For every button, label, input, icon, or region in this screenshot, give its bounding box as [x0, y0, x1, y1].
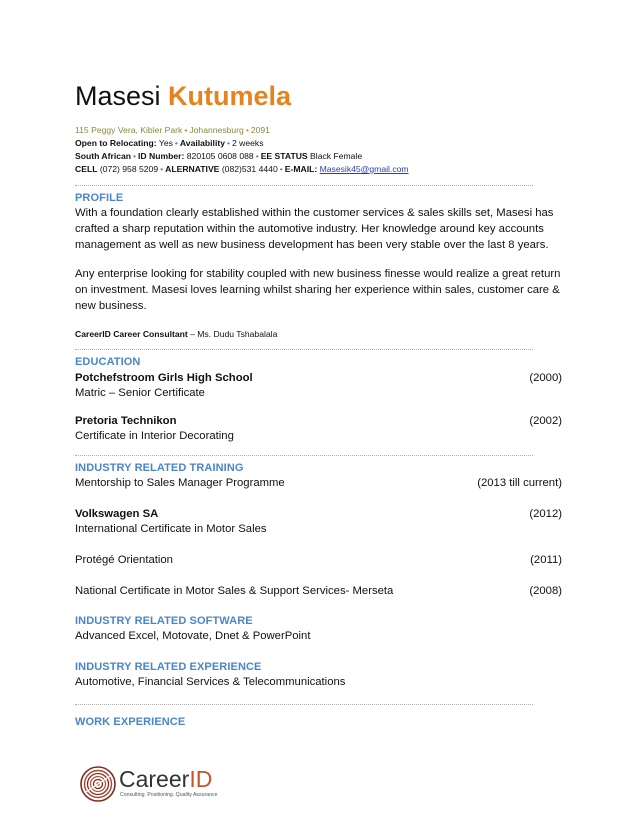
- address-line: [75, 124, 270, 136]
- nationality: South African: [75, 151, 132, 161]
- separator-dot: •: [160, 164, 164, 174]
- ee-value: Black Female: [310, 151, 363, 161]
- education-detail: Matric – Senior Certificate: [75, 387, 205, 399]
- alt-value: (082)531 4440: [221, 164, 278, 174]
- consultant-value: – Ms. Dudu Tshabalala: [190, 329, 278, 339]
- education-detail: Certificate in Interior Decorating: [75, 430, 234, 442]
- last-name: Kutumela: [168, 81, 292, 111]
- identity-line: [75, 150, 362, 162]
- separator-dot: •: [226, 138, 230, 148]
- profile-heading: PROFILE: [75, 192, 124, 204]
- school-year: (2002): [529, 415, 562, 427]
- training-heading: INDUSTRY RELATED TRAINING: [75, 462, 244, 474]
- software-heading: INDUSTRY RELATED SOFTWARE: [75, 615, 253, 627]
- id-value: 820105 0608 088: [186, 151, 254, 161]
- work-heading: WORK EXPERIENCE: [75, 716, 186, 728]
- divider: [75, 455, 533, 456]
- relocation-line: [75, 137, 264, 149]
- address-city: Johannesburg: [189, 125, 244, 135]
- availability-label: Availability: [179, 138, 225, 148]
- school-name: Potchefstroom Girls High School: [75, 372, 253, 384]
- training-title: Volkswagen SA: [75, 508, 159, 520]
- education-heading: EDUCATION: [75, 356, 141, 368]
- logo-tagline: Consulting. Positioning. Quality Assurance: [120, 792, 218, 798]
- experience-heading: INDUSTRY RELATED EXPERIENCE: [75, 661, 262, 673]
- experience-text: Automotive, Financial Services & Telecommunications: [75, 676, 346, 688]
- careerid-logo: [80, 766, 240, 804]
- logo-main: Career: [119, 766, 190, 792]
- separator-dot: •: [245, 125, 249, 135]
- education-school: [75, 371, 562, 386]
- email-link[interactable]: Masesik45@gmail.com: [319, 164, 409, 174]
- software-text: Advanced Excel, Motovate, Dnet & PowerPoint: [75, 630, 311, 642]
- training-year: (2013 till current): [477, 477, 562, 489]
- training-year: (2011): [530, 554, 562, 566]
- divider: [75, 704, 533, 705]
- training-item: [75, 553, 562, 568]
- profile-paragraph-1: With a foundation clearly established within the customer services & sales skills set, Masesi has crafted a sharp reputation within the automotive industry. Her knowledge around key accounts management as well as new business development has been very stable over the last 8 years.: [75, 207, 554, 251]
- alt-label: ALERNATIVE: [165, 164, 220, 174]
- candidate-name: [75, 80, 291, 112]
- separator-dot: •: [133, 151, 137, 161]
- phone-line: [75, 163, 409, 175]
- training-year: (2012): [529, 508, 562, 520]
- fingerprint-icon: [80, 766, 116, 802]
- logo-accent: ID: [189, 766, 213, 792]
- training-title: National Certificate in Motor Sales & Support Services- Merseta: [75, 585, 394, 597]
- profile-paragraph-2: Any enterprise looking for stability coupled with new business finesse would realize a great return on investment. Masesi loves learning whilst sharing her experience within sales, customer care & new business.: [75, 268, 561, 312]
- separator-dot: •: [255, 151, 259, 161]
- education-school: [75, 414, 562, 429]
- availability-value: 2 weeks: [232, 138, 264, 148]
- address-street: 115 Peggy Vera, Kibler Park: [75, 125, 183, 135]
- email-label: E-MAIL:: [284, 164, 318, 174]
- training-detail: International Certificate in Motor Sales: [75, 523, 267, 535]
- school-year: (2000): [529, 372, 562, 384]
- training-title: Mentorship to Sales Manager Programme: [75, 477, 285, 489]
- cell-value: (072) 958 5209: [99, 164, 159, 174]
- separator-dot: •: [279, 164, 283, 174]
- training-item: [75, 584, 562, 599]
- ee-label: EE STATUS: [260, 151, 308, 161]
- relocating-label: Open to Relocating:: [75, 138, 157, 148]
- training-title: Protégé Orientation: [75, 554, 173, 566]
- cell-label: CELL: [75, 164, 98, 174]
- first-name: Masesi: [75, 81, 161, 111]
- logo-wordmark: [119, 766, 212, 792]
- address-postal: 2091: [250, 125, 270, 135]
- school-name: Pretoria Technikon: [75, 415, 177, 427]
- consultant-line: [75, 328, 277, 340]
- divider: [75, 349, 533, 350]
- divider: [75, 185, 533, 186]
- separator-dot: •: [184, 125, 188, 135]
- relocating-value: Yes: [158, 138, 173, 148]
- training-item: [75, 476, 562, 491]
- id-label: ID Number:: [138, 151, 185, 161]
- training-year: (2008): [529, 585, 562, 597]
- separator-dot: •: [174, 138, 178, 148]
- consultant-label: CareerID Career Consultant: [75, 329, 188, 339]
- training-item: [75, 507, 562, 522]
